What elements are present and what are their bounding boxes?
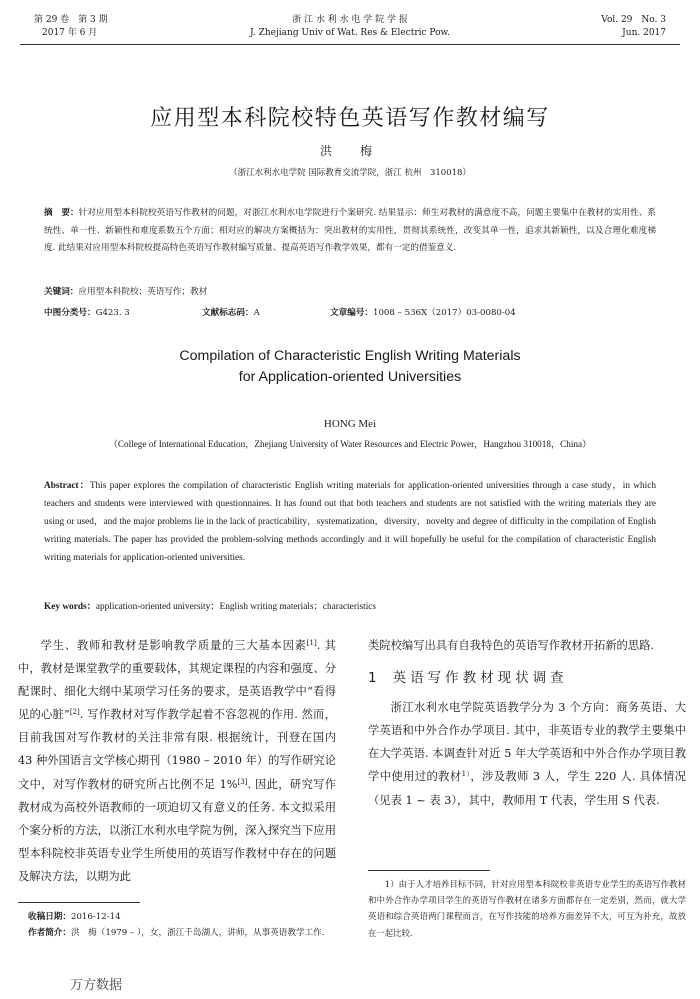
running-header — [34, 14, 666, 46]
header-divider — [20, 44, 680, 45]
citation[interactable]: [3] — [237, 777, 248, 786]
abstract-en-text: This paper explores the compilation of characteristic English writing materials for application-oriented universities through a case study，in which teachers and students were interviewed with questionnaires. It has found out that both teachers and students are not satisfied with the writing materials they are using or used，and the major problems lie in the lack of practicability，systematization，diversity，novelty and degree of difficulty in the compilation of English writing materials. The paper has provided the problem-solving methods accordingly and it will hopefully be useful for the compilation of characteristic English writing materials for application-oriented universities. — [44, 481, 656, 563]
abstract-en-label: Abstract： — [44, 481, 90, 491]
header-volume-en: Vol. 29 No. 3 Jun. 2017 — [601, 15, 666, 38]
author-bio: 洪 梅（1979 – ），女，浙江千岛湖人，讲师，从事英语教学工作. — [70, 928, 325, 938]
paragraph: 类院校编写出具有自我特色的英语写作教材开拓新的思路. — [368, 639, 655, 652]
body-column-right — [368, 634, 686, 812]
abstract-text: 针对应用型本科院校英语写作教材的问题，对浙江水利水电学院进行个案研究. 结果显示：师生对教材的满意度不高，问题主要集中在教材的实用性、系统性、单一性、新颖性和难度系数五个方面；相对应的解决方案概括为：突出教材的实用性，贯彻其系统性，改变其单一性，追求其新颖性，以及合理化难度梯度. 此结果对应用型本科院校提高特色英语写作教材编写质量、提高英语写作教学效果，都有一定的借鉴意义. — [44, 208, 656, 253]
abstract-chinese — [44, 205, 656, 258]
article-info-footnote — [28, 909, 348, 941]
doc-code-value: A — [253, 308, 260, 318]
keywords-text: 应用型本科院校；英语写作；教材 — [78, 287, 208, 297]
keywords-en-label: Key words： — [44, 602, 96, 612]
header-journal: 浙 江 水 利 水 电 学 院 学 报 J. Zhejiang Univ of Wat. Res & Electric Pow. — [249, 15, 451, 38]
article-number-value: 1008 – 536X（2017）03-0080-04 — [372, 308, 516, 318]
doc-code-label: 文献标志码： — [202, 308, 254, 318]
clc-value: G423. 3 — [95, 308, 130, 318]
clc-label: 中图分类号： — [44, 308, 96, 318]
body-column-left — [18, 634, 336, 888]
author-name: 洪 梅 — [319, 144, 380, 158]
received-date: 2016-12-14 — [70, 912, 121, 922]
footnote-ref[interactable]: 1） — [461, 770, 471, 779]
keywords-chinese — [44, 285, 656, 297]
received-label: 收稿日期： — [28, 912, 71, 922]
footnote-divider — [368, 870, 490, 871]
paragraph: 学生、教师和教材是影响教学质量的三大基本因素[1]. 其中，教材是课堂教学的重要载体，其规定课程的内容和强度、分配课时、细化大纲中某项学习任务的要求，是英语教学中“看得见的心脏”[2]. 写作教材对写作教学起着不容忽视的作用. 然而，目前我国对写作教材的关注非常有限. 根据统计，刊登在国内 43 种外国语言文学核心期刊（1980 – 2010 年）的写作研究论文中，对写作教材的研究所占比例不足 1%[3]. 因此，研究写作教材成为高校外语教师的一项迫切又有意义的任务. 本文拟采用个案分析的方法，以浙江水利水电学院为例，深入探究当下应用型本科院校非英语专业学生所使用的英语写作教材中存在的问题及解决方法，以期为此 — [18, 639, 337, 883]
header-volume: 第 29 卷 第 3 期 2017 年 6 月 — [34, 15, 108, 38]
english-affiliation: （College of International Education，Zhejiang University of Water Resources and Electric Power，Hangzhou 310018，China） — [108, 439, 592, 449]
author-bio-label: 作者简介： — [28, 928, 71, 938]
paragraph: 浙江水利水电学院英语教学分为 3 个方向：商务英语、大学英语和中外合作办学项目. 其中，非英语专业的教学主要集中在大学英语. 本调查针对近 5 年大学英语和中外合作办学项目教学中使用过的教材$^{1)}$，涉及教师 3 人，学生 220 人. 具体情况（见表 1 ~ 表 3），其中，教师用 T 代表，学生用 S 代表. — [368, 701, 686, 807]
abstract-label: 摘 要： — [44, 208, 79, 218]
keywords-english — [44, 598, 656, 612]
english-title: Compilation of Characteristic English Writing Materials for Application-oriented Universities — [179, 348, 521, 385]
paper-title: 应用型本科院校特色英语写作教材编写 — [150, 105, 550, 131]
english-author: HONG Mei — [323, 418, 377, 430]
citation[interactable]: [1] — [306, 639, 317, 647]
watermark: 万方数据 — [70, 978, 123, 993]
section-heading: 1 英语写作教材现状调查 — [368, 670, 568, 687]
footnote-divider — [18, 902, 140, 903]
keywords-label: 关键词： — [44, 287, 79, 297]
citation[interactable]: [2] — [69, 708, 80, 717]
abstract-english — [44, 477, 656, 567]
footnote: 1）由于人才培养目标不同，针对应用型本科院校非英语专业学生的英语写作教材和中外合作办学项目学生的英语写作教材在诸多方面都存在一定差别，然而，就大学英语和综合英语两门课程而言，在写作技能的培养方面差异不大，可互为补充，故放在一起比较. — [368, 879, 686, 938]
article-number-label: 文章编号： — [330, 308, 373, 318]
keywords-en-text: application-oriented university；English writing materials；characteristics — [95, 602, 377, 612]
author-affiliation: （浙江水利水电学院 国际教育交流学院，浙江 杭州 310018） — [229, 168, 471, 178]
